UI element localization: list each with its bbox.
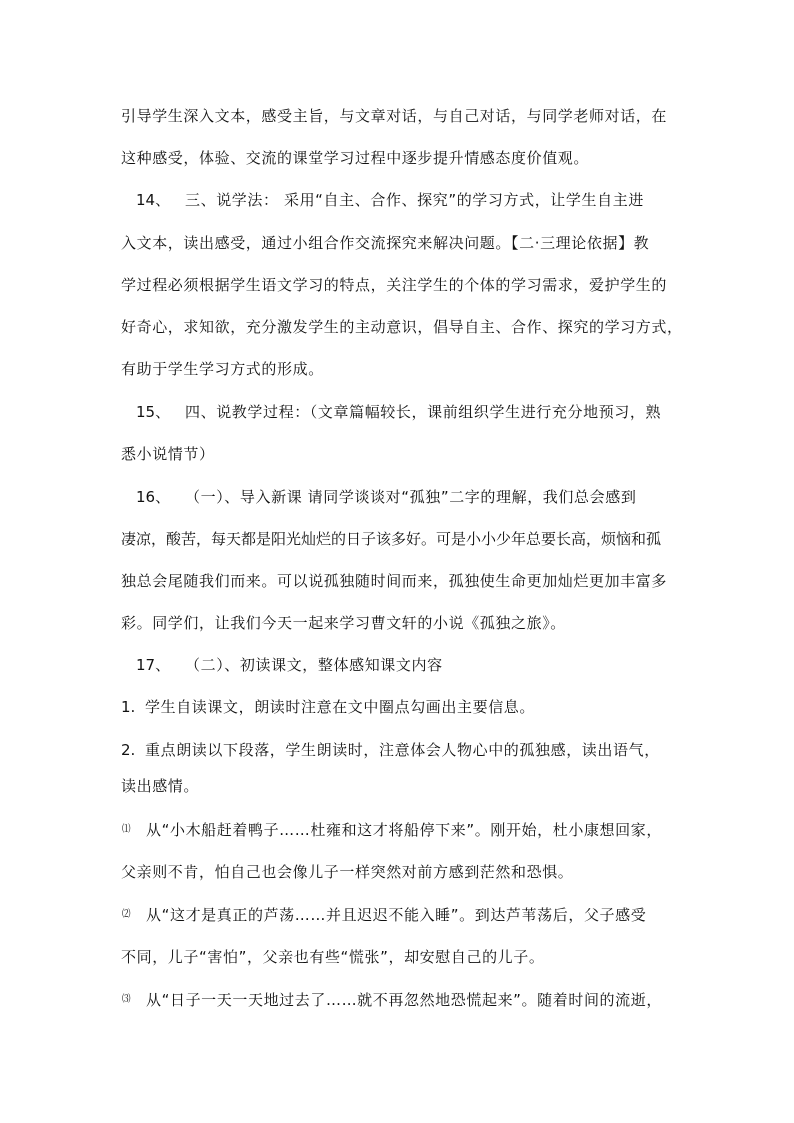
- paragraph-line: [0, 315, 794, 339]
- paragraph-line: [0, 231, 794, 255]
- paragraph-line: [0, 104, 794, 128]
- numbered-line: [0, 400, 794, 424]
- line-text: 四、说教学过程：（文章篇幅较长，课前组织学生进行充分地预习，熟: [185, 403, 662, 421]
- line-text: 学过程必须根据学生语文学习的特点，关注学生的个体的学习需求，爱护学生的: [121, 276, 668, 294]
- line-text: 这种感受，体验、交流的课堂学习过程中逐步提升情感态度价值观。: [121, 149, 590, 167]
- paragraph-line: [0, 146, 794, 170]
- line-text: 读出感情。: [121, 777, 200, 795]
- line-text: 从“日子一天一天地过去了……就不再忽然地恐慌起来”。随着时间的流逝，: [146, 991, 662, 1009]
- line-text: （二）、初读课文，整体感知课文内容: [185, 656, 443, 674]
- section-number: 14、: [136, 191, 171, 209]
- line-text: 悉小说情节）: [121, 445, 215, 463]
- paragraph-line: [0, 860, 794, 884]
- numbered-line: [0, 188, 794, 212]
- list-marker: ⑵: [122, 909, 131, 920]
- paragraph-line: [0, 527, 794, 551]
- line-text: 三、说学法： 采用“自主、合作、探究”的学习方式，让学生自主进: [185, 191, 644, 209]
- line-text: 入文本，读出感受，通过小组合作交流探究来解决问题。【二·三理论依据】教: [121, 234, 650, 252]
- line-text: （一）、导入新课 请同学谈谈对“孤独”二字的理解，我们总会感到: [185, 488, 637, 506]
- paragraph-line: [0, 774, 794, 798]
- line-text: 好奇心，求知欲，充分激发学生的主动意识，倡导自主、合作、探究的学习方式，: [121, 318, 683, 336]
- line-text: 从“这才是真正的芦荡……并且迟迟不能入睡”。到达芦苇荡后，父子感受: [146, 906, 647, 924]
- paragraph-line: [0, 569, 794, 593]
- numbered-line: [0, 653, 794, 677]
- list-item-line: [0, 903, 794, 927]
- line-text: 引导学生深入文本，感受主旨，与文章对话，与自己对话，与同学老师对话，在: [121, 107, 668, 125]
- list-marker: ⑴: [122, 824, 131, 835]
- list-marker: 2.: [121, 741, 136, 759]
- line-text: 独总会尾随我们而来。可以说孤独随时间而来，孤独使生命更加灿烂更加丰富多: [121, 572, 668, 590]
- paragraph-line: [0, 357, 794, 381]
- list-item-line: [0, 738, 794, 762]
- section-number: 15、: [136, 403, 171, 421]
- line-text: 学生自读课文，朗读时注意在文中圈点勾画出主要信息。: [145, 698, 536, 716]
- line-text: 父亲则不肯，怕自己也会像儿子一样突然对前方感到茫然和恐惧。: [121, 863, 574, 881]
- line-text: 彩。同学们，让我们今天一起来学习曹文轩的小说《孤独之旅》。: [121, 614, 566, 632]
- list-item-line: [0, 818, 794, 842]
- line-text: 从“小木船赶着鸭子……杜雍和这才将船停下来”。刚开始，杜小康想回家，: [146, 821, 662, 839]
- paragraph-line: [0, 442, 794, 466]
- list-marker: 1.: [121, 698, 136, 716]
- line-text: 有助于学生学习方式的形成。: [121, 360, 324, 378]
- line-text: 不同，儿子“害怕”，父亲也有些“慌张”，却安慰自己的儿子。: [121, 948, 545, 966]
- line-text: 凄凉，酸苦，每天都是阳光灿烂的日子该多好。可是小小少年总要长高，烦恼和孤: [121, 530, 662, 548]
- paragraph-line: [0, 945, 794, 969]
- paragraph-line: [0, 273, 794, 297]
- section-number: 17、: [136, 656, 171, 674]
- line-text: 重点朗读以下段落，学生朗读时，注意体会人物心中的孤独感，读出语气，: [145, 741, 660, 759]
- paragraph-line: [0, 611, 794, 635]
- numbered-line: [0, 485, 794, 509]
- section-number: 16、: [136, 488, 171, 506]
- list-item-line: [0, 695, 794, 719]
- list-marker: ⑶: [122, 994, 131, 1005]
- list-item-line: [0, 988, 794, 1012]
